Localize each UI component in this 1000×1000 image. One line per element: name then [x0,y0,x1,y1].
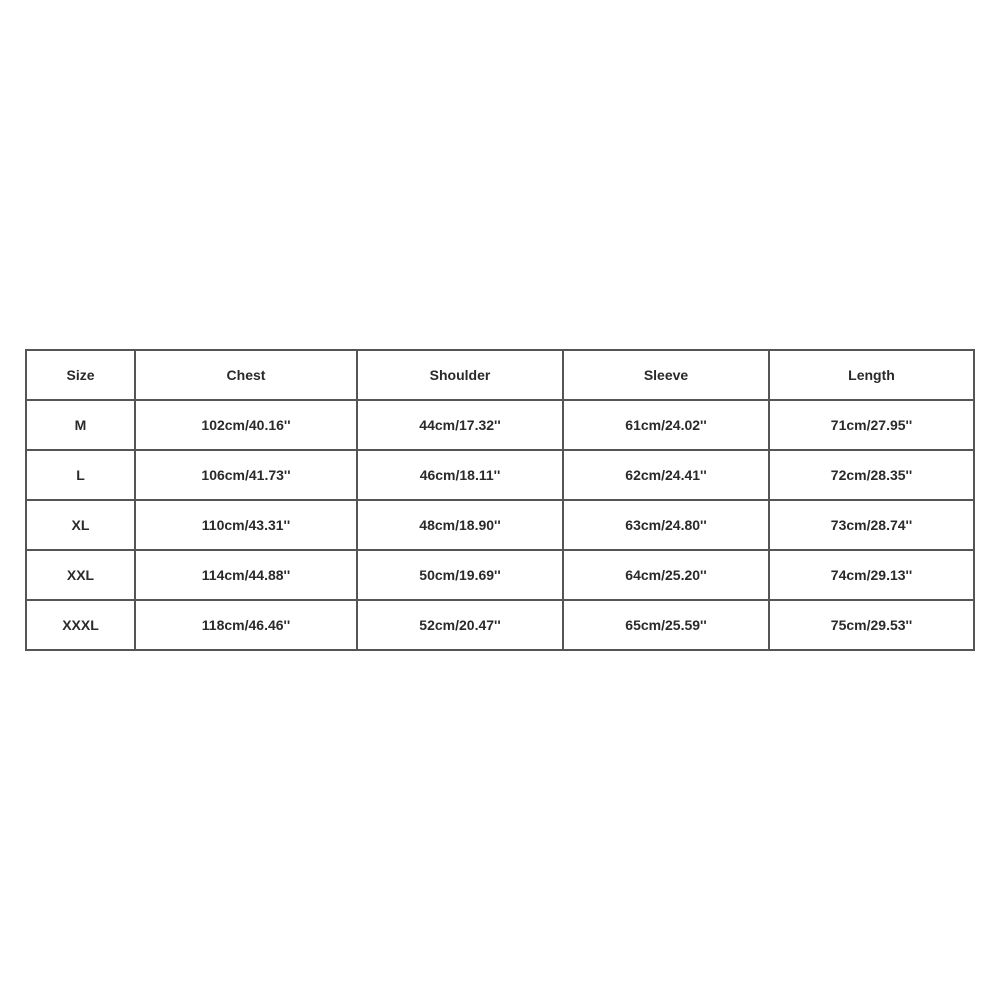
cell-sleeve: 65cm/25.59'' [563,600,769,650]
table-row [26,500,974,550]
table-header-row [26,350,974,400]
header-length: Length [769,350,974,400]
cell-chest: 118cm/46.46'' [135,600,357,650]
cell-length: 72cm/28.35'' [769,450,974,500]
cell-size: XXXL [26,600,135,650]
header-sleeve: Sleeve [563,350,769,400]
cell-shoulder: 50cm/19.69'' [357,550,563,600]
header-shoulder: Shoulder [357,350,563,400]
cell-chest: 110cm/43.31'' [135,500,357,550]
cell-chest: 102cm/40.16'' [135,400,357,450]
table-row [26,600,974,650]
table-row [26,450,974,500]
cell-shoulder: 48cm/18.90'' [357,500,563,550]
size-chart-table [25,349,975,651]
cell-length: 75cm/29.53'' [769,600,974,650]
table-row [26,400,974,450]
cell-chest: 114cm/44.88'' [135,550,357,600]
header-chest: Chest [135,350,357,400]
cell-length: 73cm/28.74'' [769,500,974,550]
cell-chest: 106cm/41.73'' [135,450,357,500]
cell-length: 71cm/27.95'' [769,400,974,450]
table-row [26,550,974,600]
cell-shoulder: 44cm/17.32'' [357,400,563,450]
cell-shoulder: 46cm/18.11'' [357,450,563,500]
cell-size: XL [26,500,135,550]
cell-length: 74cm/29.13'' [769,550,974,600]
header-size: Size [26,350,135,400]
cell-sleeve: 63cm/24.80'' [563,500,769,550]
cell-sleeve: 61cm/24.02'' [563,400,769,450]
cell-size: M [26,400,135,450]
cell-size: XXL [26,550,135,600]
cell-sleeve: 64cm/25.20'' [563,550,769,600]
cell-sleeve: 62cm/24.41'' [563,450,769,500]
cell-size: L [26,450,135,500]
cell-shoulder: 52cm/20.47'' [357,600,563,650]
